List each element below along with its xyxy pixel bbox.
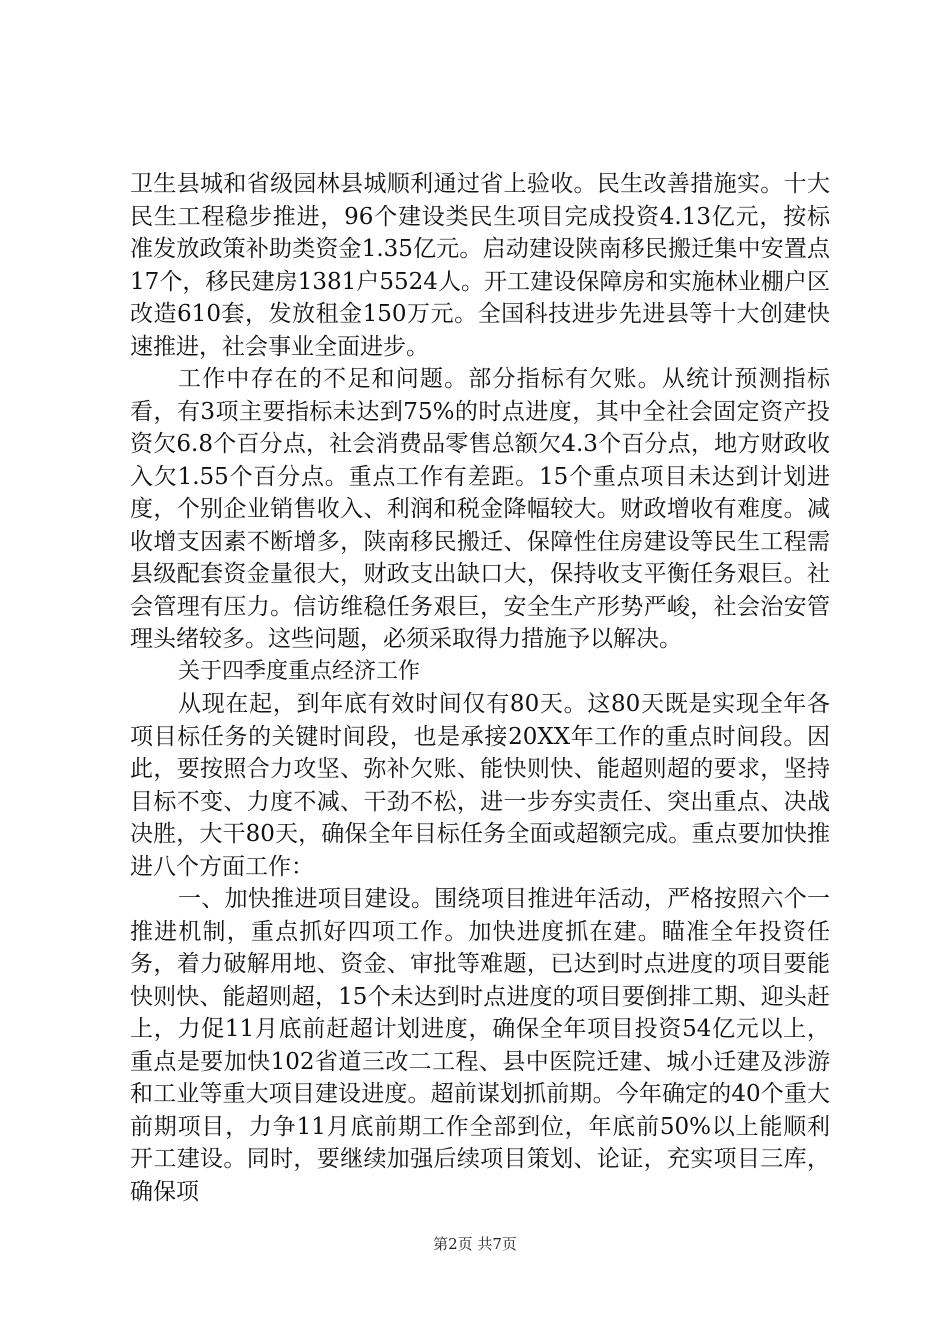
paragraph-livelihood-achievements: 卫生县城和省级园林县城顺利通过省上验收。民生改善措施实。十大民生工程稳步推进，96个建设类民生项目完成投资4.13亿元，按标准发放政策补助类资金1.35亿元。启动建设陕南移民搬迁集中安置点17个，移民建房1381户5524人。开工建设保障房和实施林业棚户区改造610套，发放租金150万元。全国科技进步先进县等十大创建快速推进，社会事业全面进步。 — [130, 171, 830, 360]
document-body — [130, 168, 830, 1208]
paragraph-project-construction: 一、加快推进项目建设。围绕项目推进年活动，严格按照六个一推进机制，重点抓好四项工作。加快进度抓在建。瞄准全年投资任务，着力破解用地、资金、审批等难题，已达到时点进度的项目要能快则快、能超则超，15个未达到时点进度的项目要倒排工期、迎头赶上，力促11月底前赶超计划进度，确保全年项目投资54亿元以上，重点是要加快102省道三改二工程、县中医院迁建、城小迁建及涉游和工业等重大项目建设进度。超前谋划抓前期。今年确定的40个重大前期项目，力争11月底前期工作全部到位，年底前50%以上能顺利开工建设。同时，要继续加强后续项目策划、论证，充实项目三库，确保项 — [130, 886, 830, 1205]
page-number-footer: 第2页 共7页 — [433, 1235, 517, 1253]
paragraph-80-days: 从现在起，到年底有效时间仅有80天。这80天既是实现全年各项目标任务的关键时间段，也是承接20XX年工作的重点时间段。因此，要按照合力攻坚、弥补欠账、能快则快、能超则超的要求，坚持目标不变、力度不减、干劲不松，进一步夯实责任、突出重点、决战决胜，大干80天，确保全年目标任务全面或超额完成。重点要加快推进八个方面工作： — [130, 691, 830, 880]
paragraph-problems: 工作中存在的不足和问题。部分指标有欠账。从统计预测指标看，有3项主要指标未达到75%的时点进度，其中全社会固定资产投资欠6.8个百分点，社会消费品零售总额欠4.3个百分点，地方财政收入欠1.55个百分点。重点工作有差距。15个重点项目未达到计划进度，个别企业销售收入、利润和税金降幅较大。财政增收有难度。减收增支因素不断增多，陕南移民搬迁、保障性住房建设等民生工程需县级配套资金量很大，财政支出缺口大，保持收支平衡任务艰巨。社会管理有压力。信访维稳任务艰巨，安全生产形势严峻，社会治安管理头绪较多。这些问题，必须采取得力措施予以解决。 — [130, 366, 830, 652]
section-heading-q4-work: 关于四季度重点经济工作 — [178, 658, 421, 684]
